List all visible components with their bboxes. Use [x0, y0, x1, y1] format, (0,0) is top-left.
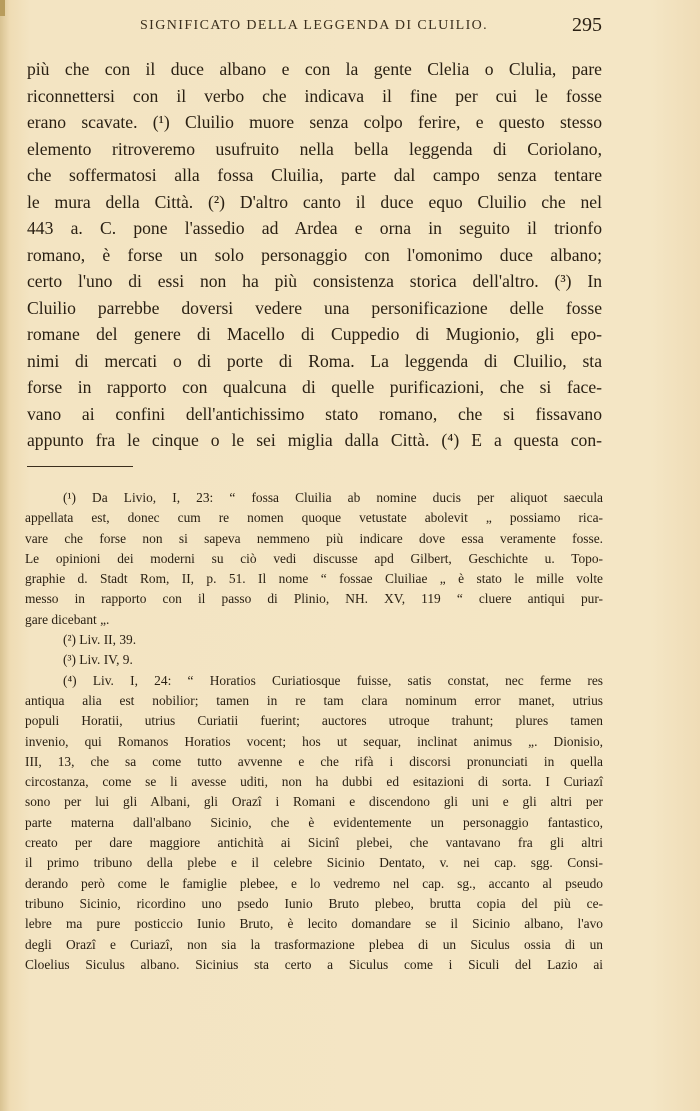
text-line: 443 a. C. pone l'assedio ad Ardea e orna in seguito il trionfo: [27, 218, 602, 238]
text-line: più che con il duce albano e con la gente Clelia o Clulia, pare: [27, 59, 602, 79]
page-edge-mark: [0, 0, 5, 16]
footnote-line: vare che forse non si sapeva nemmeno più indicare dove essa veramente fosse.: [25, 530, 603, 546]
footnote-line: messo in rapporto con il passo di Plinio, NH. XV, 119 “ cluere antiqui pur-: [25, 591, 603, 607]
text-line: romano, è forse un solo personaggio con l'omonimo duce albano;: [27, 244, 602, 265]
text-line: elemento ritroveremo usufruito nella bella leggenda di Coriolano,: [27, 138, 602, 159]
footnote-line: parte materna dall'albano Sicinio, che è evidentemente un personaggio fantastico,: [25, 814, 603, 830]
text-line: appunto fra le cinque o le sei miglia dalla Città. (⁴) E a questa con-: [27, 430, 602, 450]
footnote-line: Cloelius Siculus albano. Sicinius sta certo a Siculus come i Siculi del Lazio ai: [25, 956, 603, 972]
text-line: che soffermatosi alla fossa Cluilia, parte dal campo senza tentare: [27, 165, 602, 185]
text-line: vano ai confini dell'antichissimo stato romano, che si fissavano: [27, 403, 602, 424]
text-line: certo l'uno di essi non ha più consistenza storica dell'altro. (³) In: [27, 271, 602, 291]
text-line: erano scavate. (¹) Cluilio muore senza colpo ferire, e questo stesso: [27, 112, 602, 132]
text-line: forse in rapporto con qualcuna di quelle purificazioni, che si face-: [27, 377, 602, 397]
footnote-line: (³) Liv. IV, 9.: [63, 652, 133, 668]
running-title: SIGNIFICATO DELLA LEGGENDA DI CLUILIO.: [140, 18, 489, 33]
text-line: riconnettersi con il verbo che indicava il fine per cui le fosse: [27, 85, 602, 106]
footnote-line: il primo tribuno della plebe e il celebre Sicinio Dentato, v. nei cap. sgg. Consi-: [25, 855, 603, 871]
text-line: le mura della Città. (²) D'altro canto il duce equo Cluilio che nel: [27, 191, 602, 212]
footnote-line: tribuno Sicinio, ricordino uno psedo Iunio Bruto plebeo, brutta copia del più ce-: [25, 895, 603, 911]
footnote-line: degli Orazî e Curiazî, non sia la trasformazione plebea di un Siculus ossia di un: [25, 936, 603, 952]
footnote-line: derando però come le famiglie plebee, e lo vedremo nel cap. sg., accanto al pseudo: [25, 875, 603, 891]
footnote-separator: [27, 466, 133, 467]
text-line: nimi di mercati o di porte di Roma. La leggenda di Cluilio, sta: [27, 350, 602, 371]
footnote-line: invenio, qui Romanos Horatios vocent; hos ut sequar, inclinat animus „. Dionisio,: [25, 733, 603, 749]
footnote-line: (²) Liv. II, 39.: [63, 632, 137, 648]
text-line: romane del genere di Macello di Cuppedio di Mugionio, gli epo-: [27, 324, 602, 344]
footnote-line: Le opinioni dei moderni su ciò vedi discusse apd Gilbert, Geschichte u. Topo-: [25, 550, 603, 566]
main-text: [27, 56, 602, 454]
footnotes: [25, 488, 603, 975]
footnote-line: III, 13, che sa come tutto avvenne e che rifà i discorsi pronunciati in quella: [25, 753, 603, 769]
footnote-line: lebre ma pure posticcio Iunio Bruto, è lecito domandare se il Sicinio albano, l'avo: [25, 916, 603, 932]
footnote-line: circostanza, come se li avesse uditi, non ha dubbi ed esitazioni di sorta. I Curiazî: [25, 774, 603, 790]
footnote-line: (⁴) Liv. I, 24: “ Horatios Curiatiosque fuisse, satis constat, nec ferme res: [63, 672, 603, 688]
footnote-line: (¹) Da Livio, I, 23: “ fossa Cluilia ab nomine ducis per aliquot saecula: [63, 490, 603, 505]
footnote-line: creato per dare maggiore antichità ai Sicinî plebei, che vantavano fra gli altri: [25, 835, 603, 851]
footnote-line: gare dicebant „.: [25, 611, 110, 627]
footnote-line: graphie d. Stadt Rom, II, p. 51. Il nome “ fossae Cluiliae „ è stato le mille volte: [25, 571, 603, 587]
footnote-line: sono per lui gli Albani, gli Orazî i Romani e discendono gli uni e gli altri per: [25, 794, 603, 810]
footnote-line: populi Horatii, utrius Curiatii fuerint; auctores utroque trahunt; plures tamen: [25, 713, 603, 729]
page-number: 295: [572, 14, 602, 36]
footnote-line: antiqua alia est nobilior; tamen in re tam clara nominum error manet, utrius: [25, 692, 603, 708]
text-line: Cluilio parrebbe doversi vedere una personificazione delle fosse: [27, 297, 602, 318]
footnote-line: appellata est, donec cum re nomen quoque vetustate abolevit „ possiamo rica-: [25, 510, 603, 526]
